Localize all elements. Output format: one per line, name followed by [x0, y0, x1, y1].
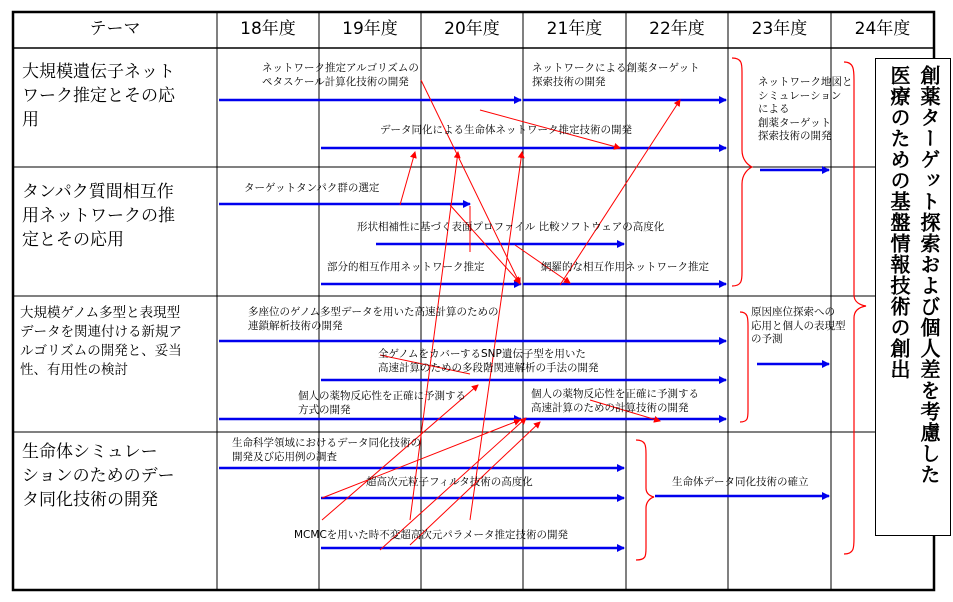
theme-line: ションのためのデー	[22, 466, 175, 486]
task-line: 超高次元粒子フィルタ技術の高度化	[366, 476, 533, 488]
task-line: 網羅的な相互作用ネットワーク推定	[541, 261, 709, 273]
task-label-t4a	[232, 437, 421, 464]
link-line	[470, 152, 522, 520]
task-line: 高速計算のための多段階関連解析の手法の開発	[378, 361, 599, 374]
task-line: 創薬ターゲット	[758, 116, 832, 129]
task-line: ネットワークによる創薬ターゲット	[532, 62, 700, 74]
header-theme: テーマ	[89, 19, 141, 39]
goal-line: 創薬ターゲット探索および個人差を考慮した	[917, 65, 941, 485]
task-line: による	[758, 103, 790, 115]
task-line: 探索技術の開発	[532, 75, 606, 88]
task-line: 部分的相互作用ネットワーク推定	[327, 261, 485, 273]
task-label-t1c	[380, 124, 632, 138]
link-line	[400, 152, 415, 205]
task-line: 方式の開発	[298, 403, 351, 416]
task-line: ペタスケール計算化技術の開発	[262, 75, 409, 88]
task-line: 開発及び応用例の調査	[232, 450, 337, 463]
brace	[740, 312, 748, 422]
header-year: 19年度	[342, 19, 398, 39]
theme-line: 用ネットワークの推	[22, 206, 175, 226]
header-year: 18年度	[240, 19, 296, 39]
task-line: 原因座位探索への	[751, 306, 835, 318]
theme-line: ルゴリズムの開発と、妥当	[20, 343, 182, 359]
task-label-t2c	[327, 261, 485, 275]
theme-4	[22, 440, 214, 512]
task-label-t4b	[366, 476, 533, 490]
task-line: 高速計算のための計算技術の開発	[531, 401, 689, 414]
task-label-t2d	[541, 261, 709, 275]
task-label-t3a	[248, 306, 499, 333]
theme-line: 大規模遺伝子ネット	[22, 62, 175, 82]
theme-1	[22, 60, 214, 132]
task-line: 形状相補性に基づく表面プロファイル 比較ソフトウェアの高度化	[357, 221, 665, 233]
task-label-t3d	[531, 388, 699, 415]
brace	[636, 440, 654, 560]
task-label-t3e	[751, 306, 846, 347]
goal-line: 医療のための基盤情報技術の創出	[887, 65, 911, 380]
link-line	[410, 152, 458, 520]
theme-line: タンパク質間相互作	[22, 182, 174, 202]
theme-line: 性、有用性の検討	[20, 362, 128, 378]
theme-line: 用	[22, 110, 39, 130]
task-label-t3b	[378, 348, 599, 375]
theme-line: タ同化技術の開発	[22, 490, 158, 510]
theme-line: ワーク推定とその応	[22, 86, 175, 106]
task-line: MCMCを用いた時不変超高次元パラメータ推定技術の開発	[294, 529, 568, 541]
task-label-t2a	[244, 182, 379, 196]
task-line: 全ゲノムをカバーするSNP遺伝子型を用いた	[378, 348, 586, 360]
task-label-t1b	[532, 62, 700, 89]
theme-3	[20, 304, 216, 380]
task-label-t3c	[298, 390, 466, 417]
task-line: 応用と個人の表現型	[751, 319, 846, 332]
header-year: 24年度	[854, 19, 911, 39]
task-line: 個人の薬物反応性を正確に予測する	[531, 388, 699, 400]
header-year: 20年度	[444, 19, 500, 39]
task-label-t1a	[262, 62, 419, 89]
task-label-t4d	[294, 529, 568, 543]
task-line: 多座位のゲノム多型データを用いた高速計算のための	[248, 306, 499, 318]
task-line: 探索技術の開発	[758, 130, 832, 142]
theme-line: データを関連付ける新規ア	[20, 324, 182, 340]
task-line: 個人の薬物反応性を正確に予測する	[298, 390, 466, 402]
task-line: シミュレーション	[758, 89, 842, 102]
task-line: ネットワーク地図と	[758, 76, 853, 88]
goal-box	[875, 58, 951, 536]
task-line: 生命体データ同化技術の確立	[672, 476, 809, 488]
task-label-t1d	[758, 76, 853, 144]
task-label-t2b	[357, 221, 664, 235]
task-line: データ同化による生命体ネットワーク推定技術の開発	[380, 124, 632, 136]
task-line: 連鎖解析技術の開発	[248, 319, 343, 332]
theme-line: 定とその応用	[22, 230, 124, 250]
task-line: 生命科学領域におけるデータ同化技術の	[232, 437, 421, 449]
link-line	[421, 80, 520, 284]
theme-2	[22, 180, 214, 252]
task-label-t4c	[672, 476, 809, 490]
task-line: の予測	[751, 333, 783, 345]
header-year: 23年度	[751, 19, 808, 39]
header-year: 22年度	[649, 19, 705, 39]
task-line: ネットワーク推定アルゴリズムの	[262, 62, 419, 74]
brace	[732, 58, 752, 286]
header-year: 21年度	[546, 19, 603, 39]
task-line: ターゲットタンパク群の選定	[244, 182, 380, 194]
theme-line: 生命体シミュレー	[22, 442, 158, 462]
theme-line: 大規模ゲノム多型と表現型	[20, 305, 181, 321]
